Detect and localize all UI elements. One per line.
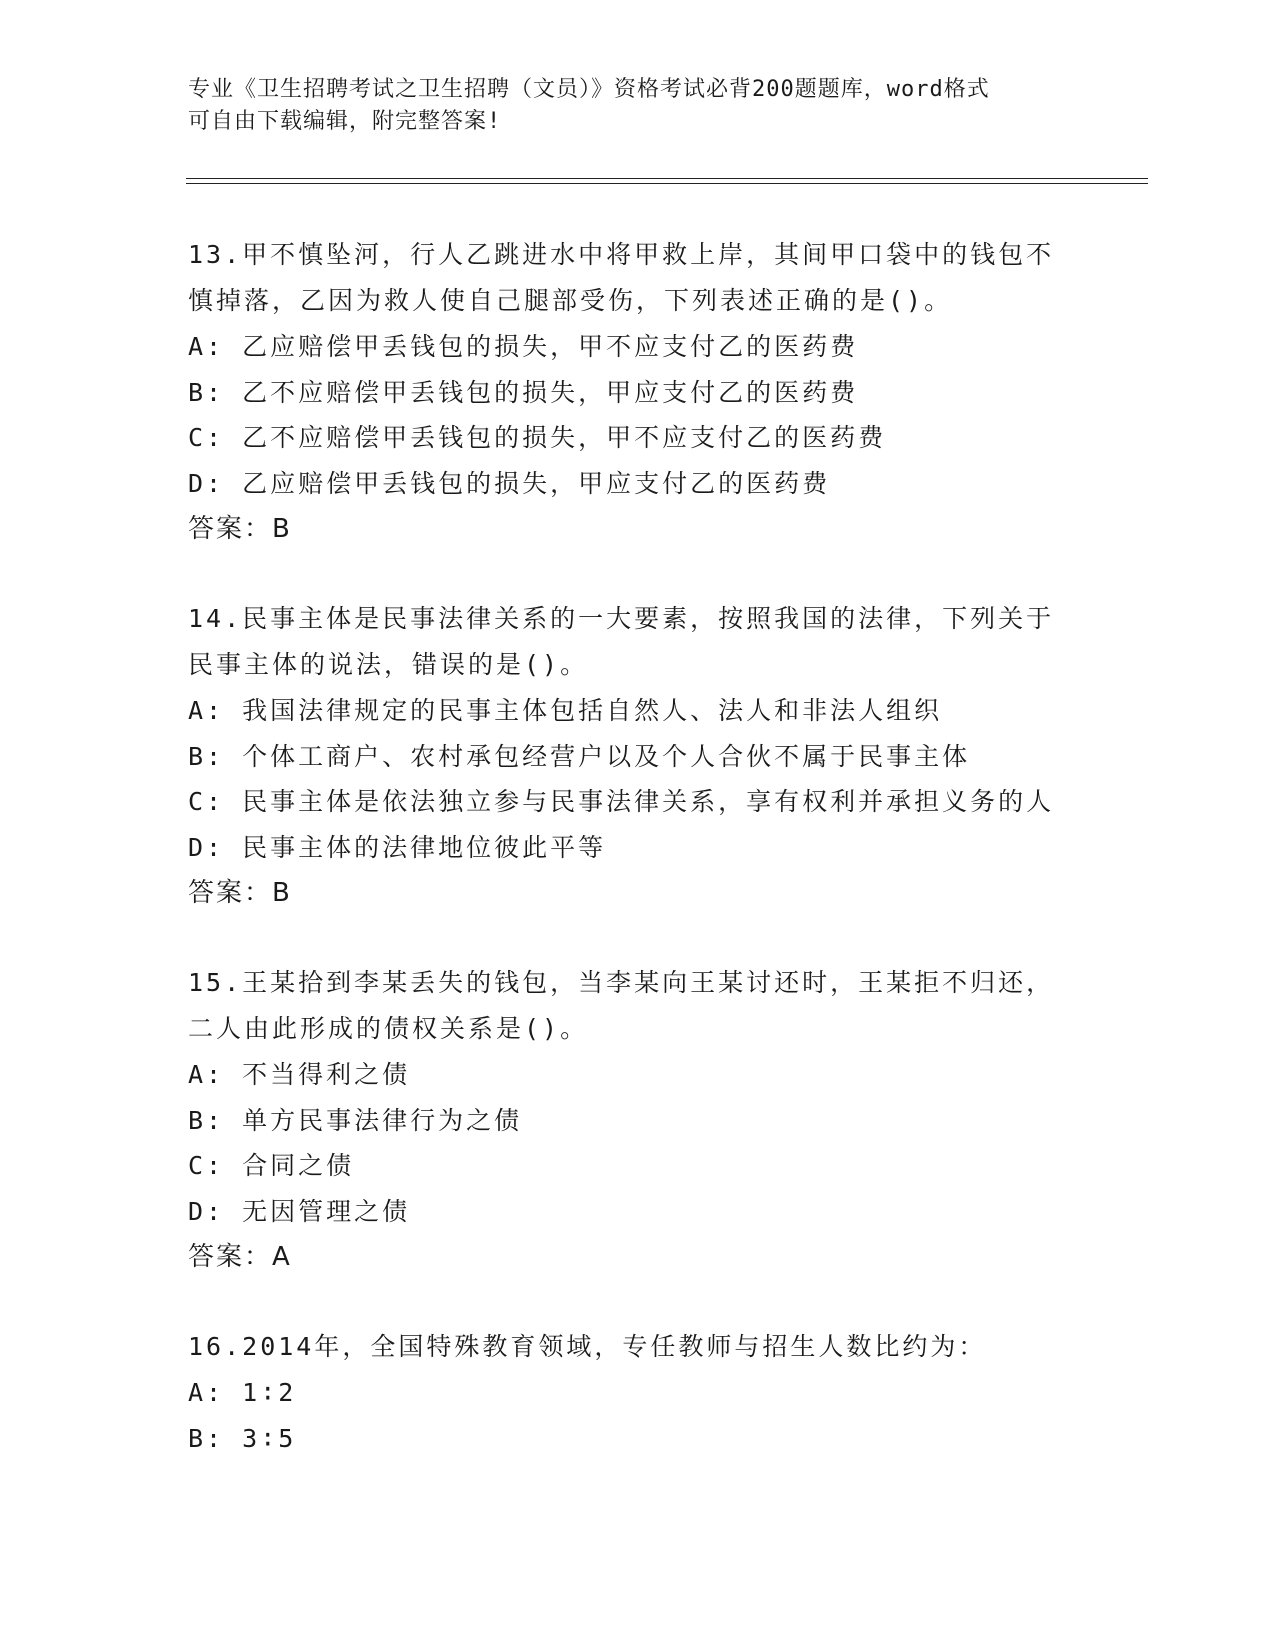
option-c: C: 合同之债 xyxy=(188,1151,355,1180)
header-divider-top xyxy=(186,178,1148,179)
answer-line: 答案：B xyxy=(188,514,292,544)
document-header xyxy=(188,74,1068,138)
option-d: D: 民事主体的法律地位彼此平等 xyxy=(188,832,607,862)
option-a: A: 我国法律规定的民事主体包括自然人、法人和非法人组织 xyxy=(188,696,943,725)
question-14 xyxy=(188,596,1088,916)
question-stem-line: 14.民事主体是民事法律关系的一大要素，按照我国的法律，下列关于 xyxy=(188,604,1055,633)
option-d: D: 乙应赔偿甲丢钱包的损失，甲应支付乙的医药费 xyxy=(188,468,831,498)
option-b: B: 单方民事法律行为之债 xyxy=(188,1105,523,1135)
question-stem-line: 二人由此形成的债权关系是()。 xyxy=(188,1014,589,1043)
header-line-1: 专业《卫生招聘考试之卫生招聘（文员）》资格考试必背200题题库，word格式 xyxy=(188,77,990,102)
question-stem-line: 13.甲不慎坠河，行人乙跳进水中将甲救上岸，其间甲口袋中的钱包不 xyxy=(188,240,1055,269)
answer-line: 答案：B xyxy=(188,878,292,908)
question-stem-line: 慎掉落，乙因为救人使自己腿部受伤，下列表述正确的是()。 xyxy=(188,286,953,315)
question-16 xyxy=(188,1324,1088,1461)
option-c: C: 乙不应赔偿甲丢钱包的损失，甲不应支付乙的医药费 xyxy=(188,423,887,452)
option-b: B: 个体工商户、农村承包经营户以及个人合伙不属于民事主体 xyxy=(188,741,971,771)
option-a: A: 不当得利之债 xyxy=(188,1060,411,1089)
option-b: B: 乙不应赔偿甲丢钱包的损失，甲应支付乙的医药费 xyxy=(188,377,859,407)
option-d: D: 无因管理之债 xyxy=(188,1196,411,1226)
option-b: B: 3∶5 xyxy=(188,1423,297,1453)
answer-line: 答案：A xyxy=(188,1242,292,1272)
header-divider-bottom xyxy=(186,183,1148,184)
question-stem-line: 15.王某拾到李某丢失的钱包，当李某向王某讨还时，王某拒不归还， xyxy=(188,968,1055,997)
option-a: A: 乙应赔偿甲丢钱包的损失，甲不应支付乙的医药费 xyxy=(188,332,859,361)
question-stem-line: 16.2014年，全国特殊教育领域，专任教师与招生人数比约为： xyxy=(188,1332,987,1361)
header-line-2: 可自由下载编辑，附完整答案! xyxy=(188,109,502,134)
question-stem-line: 民事主体的说法，错误的是()。 xyxy=(188,650,589,679)
question-15 xyxy=(188,960,1088,1280)
option-c: C: 民事主体是依法独立参与民事法律关系，享有权利并承担义务的人 xyxy=(188,787,1055,816)
option-a: A: 1∶2 xyxy=(188,1378,297,1407)
question-13 xyxy=(188,232,1088,552)
